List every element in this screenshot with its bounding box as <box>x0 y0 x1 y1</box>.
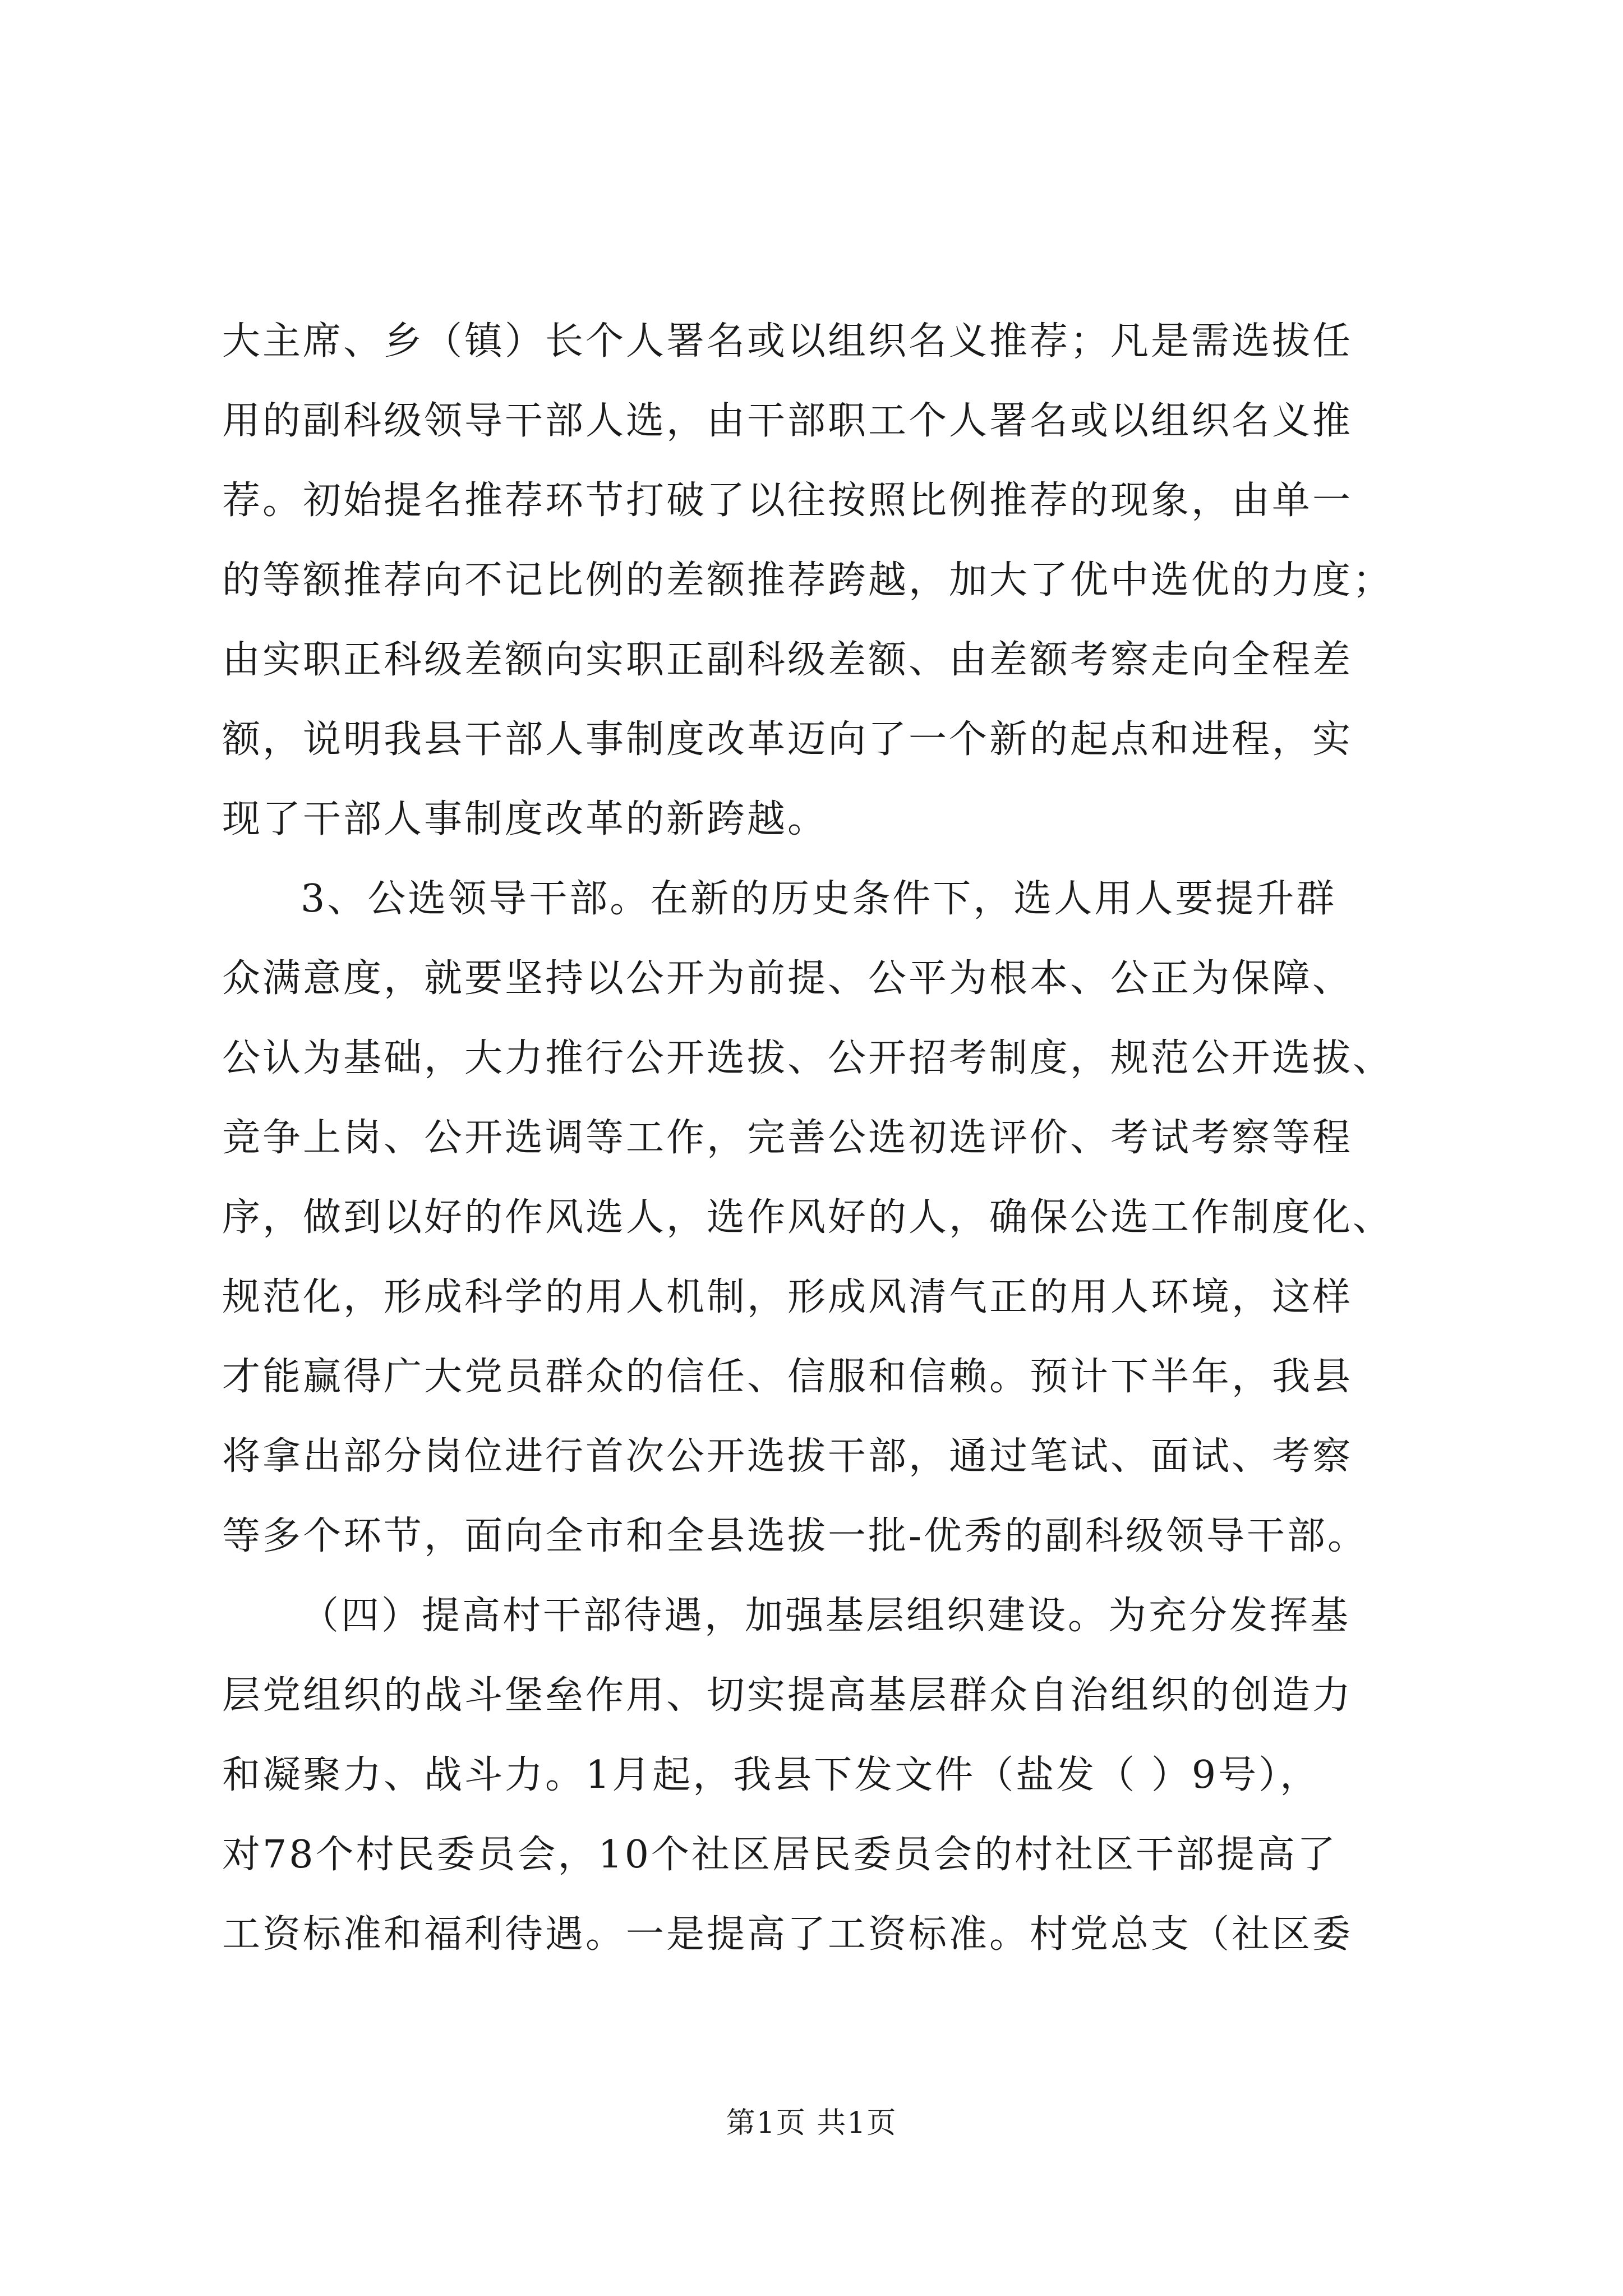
text-line: 的等额推荐向不记比例的差额推荐跨越，加大了优中选优的力度； <box>222 558 1394 602</box>
text-line: 现了干部人事制度改革的新跨越。 <box>222 797 828 841</box>
text-line: 等多个环节，面向全市和全县选拔一批-优秀的副科级领导干部。 <box>222 1514 1368 1558</box>
page-number: 第1页 共1页 <box>726 2106 897 2140</box>
text-line: 大主席、乡（镇）长个人署名或以组织名义推荐；凡是需选拔任 <box>222 319 1353 364</box>
text-line: 众满意度，就要坚持以公开为前提、公平为根本、公正为保障、 <box>222 956 1353 1001</box>
text-line: 公认为基础，大力推行公开选拔、公开招考制度，规范公开选拔、 <box>222 1036 1394 1080</box>
page-footer <box>0 2101 1623 2146</box>
text-line: 工资标准和福利待遇。一是提高了工资标准。村党总支（社区委 <box>222 1912 1353 1957</box>
text-line: 竞争上岗、公开选调等工作，完善公选初选评价、考试考察等程 <box>222 1116 1353 1160</box>
document-body <box>222 302 1422 1975</box>
text-line: 层党组织的战斗堡垒作用、切实提高基层群众自治组织的创造力 <box>222 1673 1353 1718</box>
paragraph-start-line: （四）提高村干部待遇，加强基层组织建设。为充分发挥基 <box>301 1594 1351 1638</box>
text-line: 规范化，形成科学的用人机制，形成风清气正的用人环境，这样 <box>222 1275 1353 1319</box>
paragraph-start-line: 3、公选领导干部。在新的历史条件下，选人用人要提升群 <box>301 877 1337 921</box>
text-line: 对78个村民委员会，10个社区居民委员会的村社区干部提高了 <box>222 1833 1338 1877</box>
text-line: 用的副科级领导干部人选，由干部职工个人署名或以组织名义推 <box>222 399 1353 443</box>
text-line: 将拿出部分岗位进行首次公开选拔干部，通过笔试、面试、考察 <box>222 1434 1353 1479</box>
text-line: 和凝聚力、战斗力。1月起，我县下发文件（盐发（ ）9号）， <box>222 1753 1321 1797</box>
text-line: 荐。初始提名推荐环节打破了以往按照比例推荐的现象，由单一 <box>222 478 1353 523</box>
text-line: 才能赢得广大党员群众的信任、信服和信赖。预计下半年，我县 <box>222 1355 1353 1399</box>
text-line: 由实职正科级差额向实职正副科级差额、由差额考察走向全程差 <box>222 638 1353 682</box>
text-line: 序，做到以好的作风选人，选作风好的人，确保公选工作制度化、 <box>222 1195 1394 1240</box>
text-line: 额，说明我县干部人事制度改革迈向了一个新的起点和进程，实 <box>222 717 1353 762</box>
